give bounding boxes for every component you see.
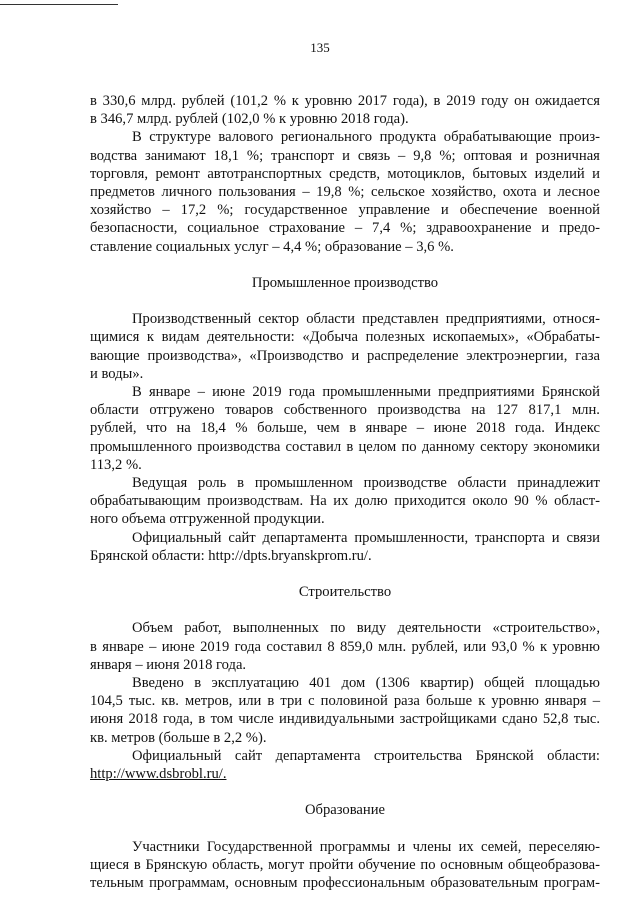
- text-line: Брянской области: http://dpts.bryanskprom.ru/.: [90, 547, 372, 564]
- text-line: предметов личного пользования – 19,8 %; сельское хозяйство, охота и лесное: [90, 183, 600, 200]
- text-line: Объем работ, выполненных по виду деятельности «строительство»,: [132, 620, 600, 637]
- text-line: промышленного производства составил в целом по данному сектору экономики: [90, 438, 600, 455]
- text-line: обрабатывающим производствам. На их долю приходится около 90 % област-: [90, 493, 600, 510]
- text-line: ставление социальных услуг – 4,4 %; образование – 3,6 %.: [90, 238, 454, 255]
- text-line: 104,5 тыс. кв. метров, или в три с половиной раза больше к уровню января –: [90, 693, 600, 710]
- paragraph: [90, 474, 600, 529]
- text-line: в 346,7 млрд. рублей (102,0 % к уровню 2018 года).: [90, 111, 409, 128]
- text-line: рублей, что на 18,4 % больше, чем в январе – июне 2018 года. Индекс: [90, 420, 600, 437]
- text-line: хозяйство – 17,2 %; государственное управление и обеспечение военной: [90, 202, 600, 219]
- paragraph: [90, 619, 600, 674]
- text-line: кв. метров (больше в 2,2 %).: [90, 729, 267, 746]
- text-line: щиеся в Брянскую область, могут пройти обучение по основным общеобразова-: [90, 856, 600, 873]
- page-number: 135: [310, 40, 330, 55]
- text-line: Введено в эксплуатацию 401 дом (1306 квартир) общей площадью: [132, 675, 600, 691]
- paragraph: [90, 747, 600, 783]
- paragraph: [90, 529, 600, 565]
- text-line: вающие производства», «Производство и распределение электроэнергии, газа: [90, 347, 600, 364]
- text-line: В январе – июне 2019 года промышленными предприятиями Брянской: [132, 384, 600, 400]
- section-heading-education: Образование: [305, 802, 385, 819]
- text-line: водства занимают 18,1 %; транспорт и связь – 9,8 %; оптовая и розничная: [90, 147, 600, 164]
- text-line: Официальный сайт департамента строительства Брянской области:: [132, 747, 600, 764]
- text-line: тельным программам, основным профессиональным образовательным програм-: [90, 875, 600, 892]
- text-line: торговля, ремонт автотранспортных средств, мотоциклов, бытовых изделий и: [90, 165, 600, 182]
- text-line: ного объема отгруженной продукции.: [90, 511, 325, 528]
- paragraph: [90, 128, 600, 255]
- top-rule: [0, 4, 118, 5]
- construction-dept-link[interactable]: http://www.dsbrobl.ru/.: [90, 765, 227, 782]
- text-line: июня 2018 года, в том числе индивидуальными застройщиками сдано 52,8 тыс.: [90, 711, 600, 728]
- document-body: [90, 92, 600, 892]
- paragraph: [90, 838, 600, 893]
- text-line: области отгружено товаров собственного производства на 127 817,1 млн.: [90, 402, 600, 419]
- text-line: в 330,6 млрд. рублей (101,2 % к уровню 2017 года), в 2019 году он ожидается: [90, 93, 600, 109]
- text-line: безопасности, социальное страхование – 7,4 %; здравоохранение и предо-: [90, 220, 600, 237]
- text-line: Производственный сектор области представлен предприятиями, относя-: [132, 311, 600, 328]
- section-heading-construction: Строительство: [298, 584, 392, 601]
- text-line: Участники Государственной программы и члены их семей, переселяю-: [132, 838, 600, 855]
- text-line: В структуре валового регионального продукта обрабатывающие произ-: [132, 129, 600, 146]
- paragraph: [90, 383, 600, 474]
- paragraph: [90, 310, 600, 383]
- text-line: 113,2 %.: [90, 456, 142, 473]
- text-line: и воды».: [90, 365, 144, 382]
- text-line: Официальный сайт департамента промышленности, транспорта и связи: [132, 529, 600, 546]
- paragraph: [90, 674, 600, 747]
- paragraph: [90, 92, 600, 128]
- section-heading-industry: Промышленное производство: [251, 274, 439, 291]
- text-line: января – июня 2018 года.: [90, 656, 247, 673]
- text-line: Ведущая роль в промышленном производстве области принадлежит: [132, 474, 600, 491]
- text-line: щимися к видам деятельности: «Добыча полезных ископаемых», «Обрабаты-: [90, 329, 600, 346]
- text-line: в январе – июне 2019 года составил 8 859,0 млн. рублей, или 93,0 % к уровню: [90, 638, 600, 655]
- text-line: [90, 765, 600, 783]
